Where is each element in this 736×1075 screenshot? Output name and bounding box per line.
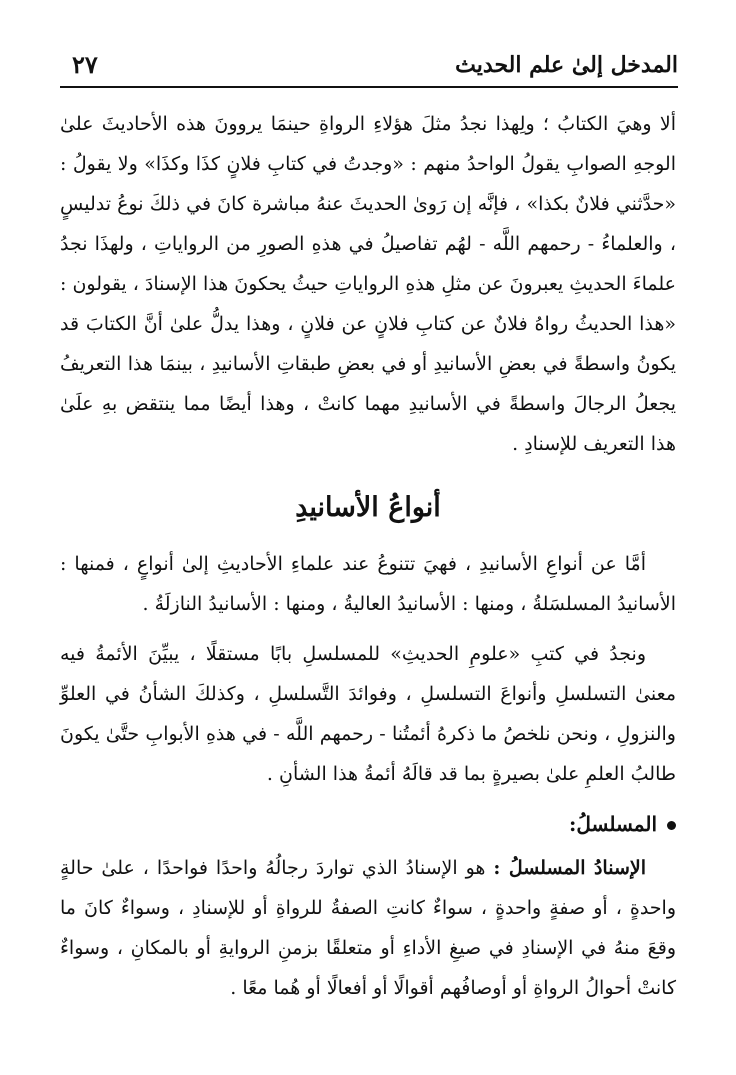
- header-rule: [60, 86, 678, 88]
- subsection-heading: [60, 804, 676, 844]
- running-header: [60, 48, 678, 88]
- page-body: [60, 104, 676, 1008]
- page-number: ٢٧: [72, 50, 98, 79]
- books-paragraph: ونجدُ في كتبِ «علومِ الحديثِ» للمسلسلِ بابًا مستقلًا ، يبيِّنَ الأئمةُ فيه معنىٰ التسلسلِ وأنواعَ التسلسلِ ، وفوائدَ التَّسلسلِ ، وكذلكَ الشأنُ في العلوِّ والنزولِ ، ونحن نلخصُ ما ذكرهُ أئمتُنا - رحمهم اللَّه - في هذهِ الأبوابِ حتَّىٰ يكونَ طالبُ العلمِ علىٰ بصيرةٍ بما قد قالَهُ أئمةُ هذا الشأنِ .: [60, 643, 676, 785]
- bullet-icon: [667, 821, 676, 830]
- running-title: المدخل إلىٰ علم الحديث: [455, 52, 678, 78]
- intro-paragraph: ألا وهيَ الكتابُ ؛ ولِهذا نجدُ مثلَ هؤلاءِ الرواةِ حينمَا يروونَ هذه الأحاديثَ علىٰ الوجهِ الصوابِ يقولُ الواحدُ منهم : «وجدتُ في كتابِ فلانٍ كذَا وكذَا» ولا يقولُ : «حدَّثني فلانٌ بكذا» ، فإنَّه إن رَوىٰ الحديثَ عنهُ مباشرة كانَ في ذلكَ نوعُ تدليسٍ ، والعلماءُ - رحمهم اللَّه - لهُم تفاصيلُ في هذهِ الصورِ من الرواياتِ ، ولهذَا نجدُ علماءَ الحديثِ يعبرونَ عن مثلِ هذهِ الرواياتِ حيثُ يحكونَ هذا الإسنادَ ، يقولون : «هذا الحديثُ رواهُ فلانٌ عن كتابِ فلانٍ عن فلانٍ ، وهذا يدلُّ علىٰ أنَّ الكتابَ قد يكونُ واسطةً في بعضِ الأسانيدِ أو في بعضِ طبقاتِ الأسانيدِ ، بينمَا هذا التعريفُ يجعلُ الرجالَ واسطةً في الأسانيدِ مهما كانتْ ، وهذا أيضًا مما ينتقض بهِ علَىٰ هذا التعريف للإسنادِ .: [60, 113, 676, 455]
- subsection-title: المسلسلُ:: [568, 812, 657, 836]
- types-paragraph: أمَّا عن أنواعِ الأسانيدِ ، فهيَ تتنوعُ عند علماءِ الأحاديثِ إلىٰ أنواعٍ ، فمنها : الأسانيدُ المسلسَلةُ ، ومنها : الأسانيدُ العاليةُ ، ومنها : الأسانيدُ النازلَةُ .: [60, 553, 676, 615]
- definition-paragraph: [60, 848, 676, 1008]
- section-heading: أنواعُ الأسانيدِ: [295, 492, 441, 523]
- defined-term: الإسنادُ المسلسلُ :: [493, 857, 646, 879]
- paragraph-gap: [60, 624, 676, 634]
- definition-text: هو الإسنادُ الذي تواردَ رجالُهُ واحدًا فواحدًا ، علىٰ حالةٍ واحدةٍ ، أو صفةٍ واحدةٍ ، سواءٌ كانتِ الصفةُ للرواةِ أو للإسنادِ ، وسواءٌ كانَ ما وقعَ منهُ في الإسنادِ في صيغِ الأداءِ أو متعلقًا بزمنِ الروايةِ أو بالمكانِ ، وسواءٌ كانتْ أحوالُ الرواةِ أو أوصافُهم أقوالًا أو أفعالًا أو هُما معًا .: [60, 857, 677, 999]
